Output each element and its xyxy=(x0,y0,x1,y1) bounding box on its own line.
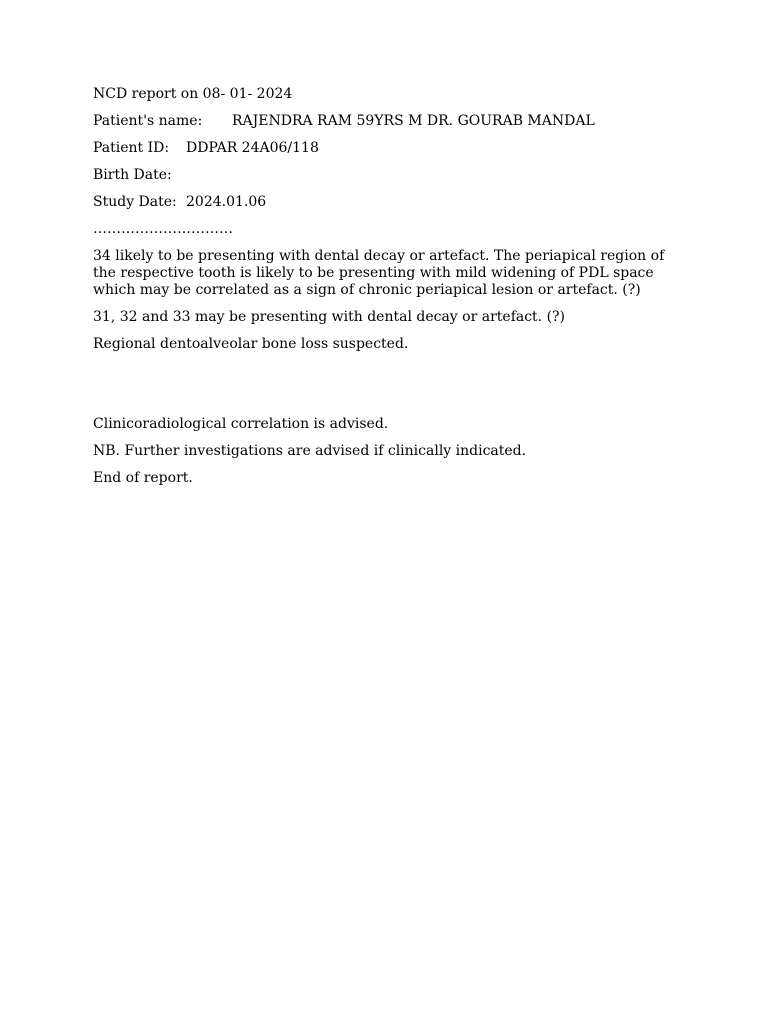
conclusion-line: Clinicoradiological correlation is advised. xyxy=(93,416,389,432)
patient-name-label: Patient's name: xyxy=(93,113,203,129)
blank-spacer xyxy=(93,363,683,416)
patient-name-value: RAJENDRA RAM 59YRS M DR. GOURAB MANDAL xyxy=(232,113,595,129)
finding-paragraph: 34 likely to be presenting with dental decay or artefact. The periapical region of the respective tooth is likely to be presenting with mild widening of PDL space which may be correlated as a sign of chronic periapical lesion or artefact. (?) xyxy=(93,248,665,298)
end-of-report: End of report. xyxy=(93,470,193,486)
conclusion-line: NB. Further investigations are advised if clinically indicated. xyxy=(93,443,527,459)
patient-id-label: Patient ID: xyxy=(93,140,170,156)
finding-paragraph: 31, 32 and 33 may be presenting with dental decay or artefact. (?) xyxy=(93,309,566,325)
birth-date-row xyxy=(93,167,683,184)
study-date-row xyxy=(93,194,683,211)
birth-date-label: Birth Date: xyxy=(93,167,172,183)
patient-id-row xyxy=(93,140,683,157)
patient-name-row xyxy=(93,113,683,130)
patient-id-value: DDPAR 24A06/118 xyxy=(186,140,319,156)
report-title: NCD report on 08- 01- 2024 xyxy=(93,86,293,102)
finding-paragraph: Regional dentoalveolar bone loss suspected. xyxy=(93,336,409,352)
study-date-label: Study Date: xyxy=(93,194,177,210)
separator-dots: ………………………… xyxy=(93,221,233,237)
report-document xyxy=(93,86,683,497)
study-date-value: 2024.01.06 xyxy=(186,194,267,210)
